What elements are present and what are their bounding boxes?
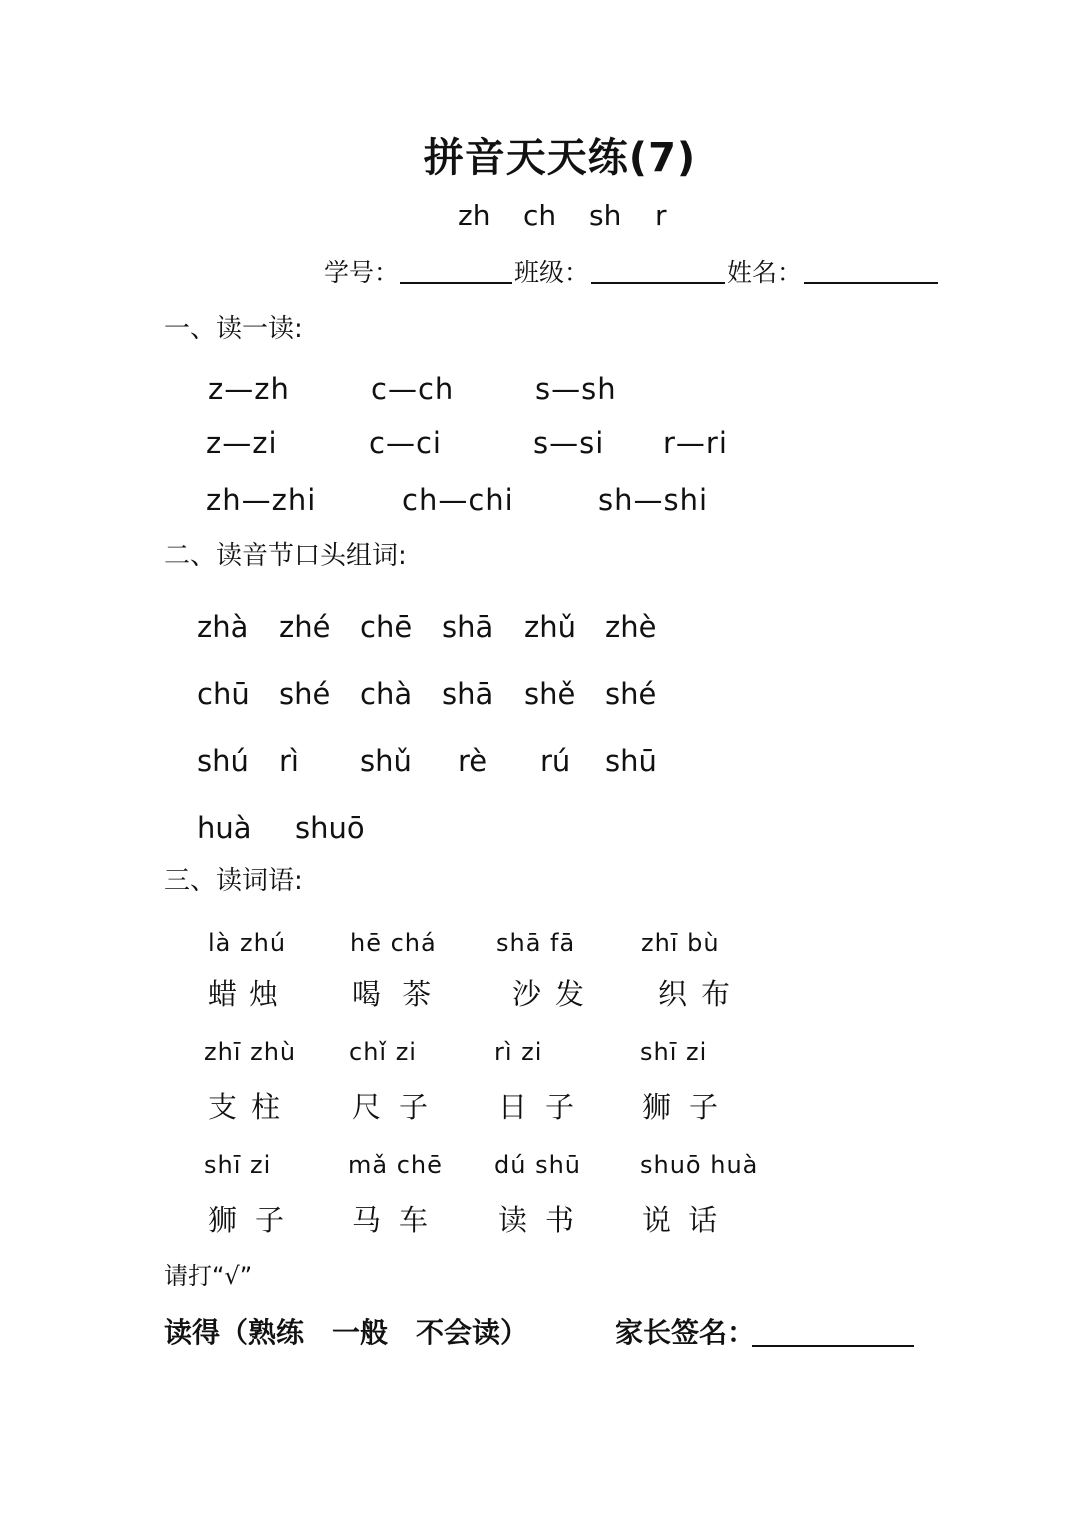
syllable: zhé [279,610,331,644]
syllable: shā [442,610,494,644]
word-pinyin: rì zi [494,1038,543,1066]
word-hanzi: 说 话 [642,1203,722,1237]
class-field[interactable] [591,282,725,284]
word-pinyin: hē chá [350,929,437,957]
read-pair: z—zh [208,372,290,406]
parent-signature-label: 家长签名： [615,1316,756,1349]
read-pair: zh—zhi [206,483,317,517]
syllable: huà [197,811,252,845]
class-label: 班级： [514,258,590,287]
section3-heading: 三、读词语: [164,866,303,896]
word-hanzi: 马车 [352,1203,447,1237]
syllable: chà [360,677,413,711]
word-hanzi: 喝 茶 [352,977,438,1011]
initial-ch: ch [523,199,557,232]
syllable: rè [458,744,488,778]
syllable: shǔ [360,744,412,778]
word-pinyin: shuō huà [640,1151,759,1179]
word-hanzi: 狮子 [208,1203,303,1237]
word-pinyin: shī zi [204,1151,272,1179]
syllable: shā [442,677,494,711]
word-pinyin: shī zi [640,1038,708,1066]
word-hanzi: 尺子 [352,1090,447,1124]
syllable: shé [279,677,331,711]
syllable: rì [279,744,299,778]
name-field[interactable] [804,282,938,284]
word-pinyin: mǎ chē [348,1151,443,1179]
word-hanzi: 沙发 [512,977,599,1011]
syllable: zhà [197,610,249,644]
syllable: shū [605,744,657,778]
word-pinyin: chǐ zi [349,1038,417,1066]
read-pair: z—zi [206,426,278,460]
page-title: 拼音天天练(7) [423,135,697,181]
read-pair: s—sh [535,372,617,406]
read-pair: c—ci [369,426,442,460]
parent-signature-field[interactable] [752,1345,914,1347]
word-hanzi: 支柱 [208,1090,295,1124]
section2-heading: 二、读音节口头组词: [164,541,407,571]
read-pair: r—ri [663,426,728,460]
syllable: shé [605,677,657,711]
word-pinyin: là zhú [208,929,287,957]
read-pair: s—si [533,426,605,460]
syllable: zhè [605,610,657,644]
syllable: shě [524,677,576,711]
reading-options[interactable]: 读得（熟练 一般 不会读） [164,1316,529,1349]
read-pair: c—ch [371,372,455,406]
syllable: shú [197,744,249,778]
syllable: shuō [295,811,365,845]
name-label: 姓名： [727,258,803,287]
syllable: chū [197,677,250,711]
word-pinyin: dú shū [494,1151,581,1179]
read-pair: ch—chi [402,483,514,517]
syllable: rú [540,744,571,778]
student-no-field[interactable] [400,282,512,284]
word-pinyin: zhī zhù [204,1038,297,1066]
word-hanzi: 蜡烛 [208,977,291,1011]
section1-heading: 一、读一读: [164,314,303,344]
syllable: zhǔ [524,610,576,644]
initial-zh: zh [458,199,491,232]
student-no-label: 学号： [324,258,400,287]
word-hanzi: 织布 [658,977,745,1011]
syllable: chē [360,610,413,644]
word-pinyin: zhī bù [641,929,720,957]
word-hanzi: 日子 [498,1090,593,1124]
check-prompt: 请打“√” [164,1262,253,1290]
word-pinyin: shā fā [496,929,576,957]
word-hanzi: 狮子 [642,1090,737,1124]
initial-sh: sh [589,199,622,232]
word-hanzi: 读书 [498,1203,593,1237]
initial-r: r [655,199,667,232]
read-pair: sh—shi [598,483,709,517]
